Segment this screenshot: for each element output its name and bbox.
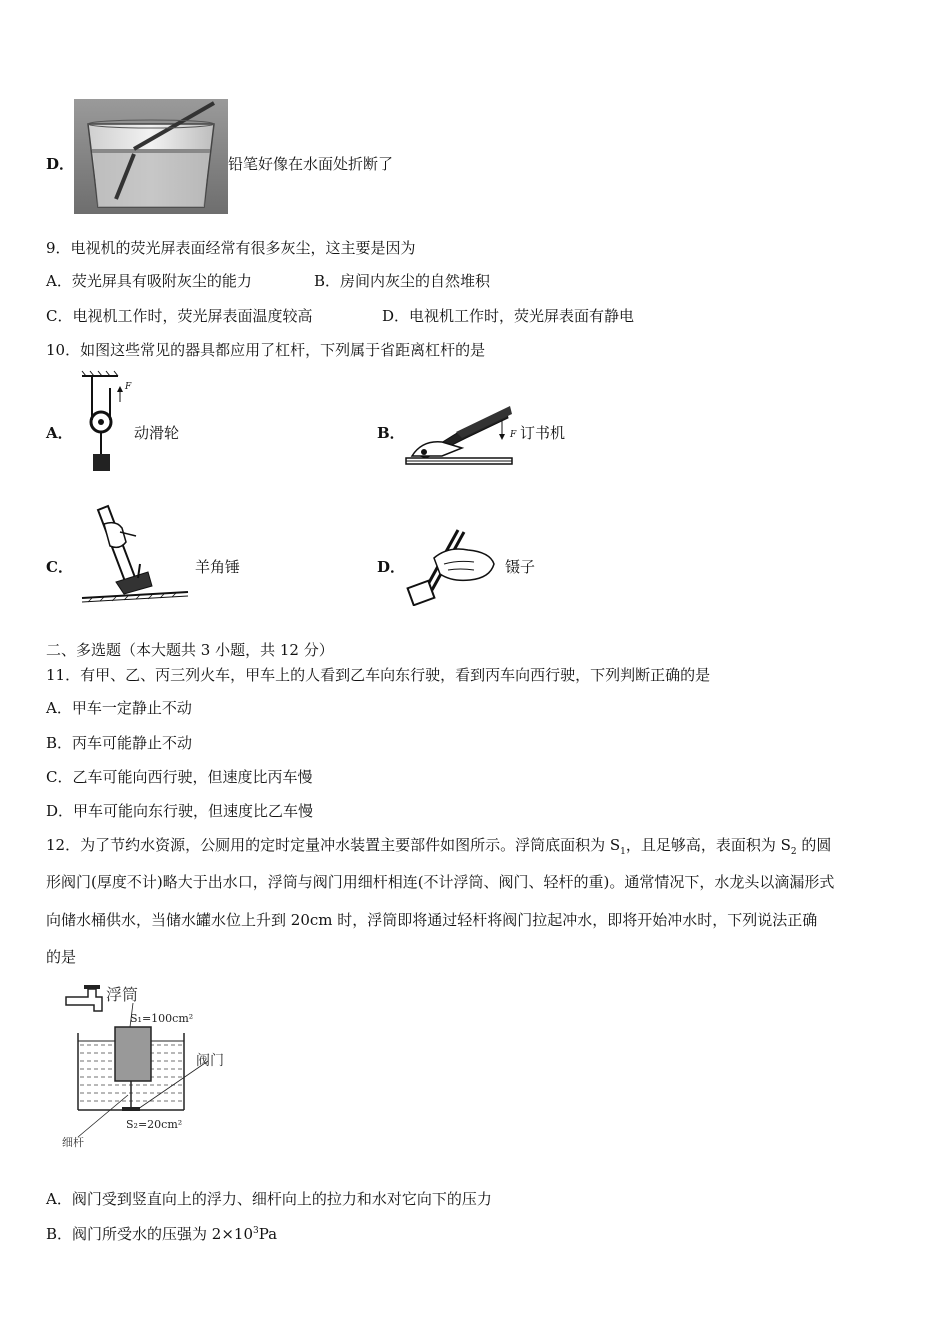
q12-fig-s1-label: S₁=100cm²: [130, 1012, 194, 1025]
q11-stem: 11．有甲、乙、丙三列火车，甲车上的人看到乙车向东行驶，看到丙车向西行驶，下列判断正确的是: [46, 666, 711, 684]
q12-fig-valve-label: 阀门: [196, 1053, 224, 1069]
q10-a-force-label: F: [125, 382, 132, 392]
q10-option-b-letter: B．: [377, 424, 405, 442]
q10-option-c-label: 羊角锤: [195, 558, 241, 576]
q10-option-c-letter: C．: [46, 558, 73, 576]
q9-option-c: C．电视机工作时，荧光屏表面温度较高: [46, 307, 313, 325]
movable-pulley-image: [80, 370, 130, 474]
q12-stem-line2: 形阀门(厚度不计)略大于出水口，浮筒与阀门用细杆相连(不计浮筒、阀门、轻杆的重)。通常情况下，水龙头以滴漏形式: [46, 873, 835, 891]
q8-option-d-letter: D．: [46, 155, 75, 173]
section2-title: 二、多选题（本大题共 3 小题，共 12 分）: [46, 641, 334, 659]
q10-option-d-letter: D．: [377, 558, 406, 576]
q11-option-d: D．甲车可能向东行驶，但速度比乙车慢: [46, 802, 314, 820]
claw-hammer-image: [80, 500, 190, 608]
q10-option-b-label: 订书机: [520, 424, 566, 442]
stapler-image: [402, 400, 517, 470]
q12-fig-s2-label: S₂=20cm²: [126, 1118, 183, 1131]
q12-stem-line3: 向储水桶供水，当储水罐水位上升到 20cm 时，浮筒即将通过轻杆将阀门拉起冲水，即将开始冲水时，下列说法正确: [46, 911, 818, 929]
tweezers-image: [404, 528, 504, 606]
q12-fig-rod-label: 细杆: [62, 1136, 84, 1149]
q9-option-a: A．荧光屏具有吸附灰尘的能力: [46, 272, 252, 290]
q11-option-a: A．甲车一定静止不动: [46, 699, 192, 717]
q10-option-a-label: 动滑轮: [134, 424, 180, 442]
q10-stem: 10．如图这些常见的器具都应用了杠杆，下列属于省距离杠杆的是: [46, 341, 486, 359]
q12-option-a: A．阀门受到竖直向上的浮力、细杆向上的拉力和水对它向下的压力: [46, 1190, 492, 1208]
q12-option-b: B．阀门所受水的压强为 $2\times 10^3Pa$: [46, 1225, 278, 1243]
q8-option-d-text: 铅笔好像在水面处折断了: [228, 155, 394, 173]
q11-option-c: C．乙车可能向西行驶，但速度比丙车慢: [46, 768, 313, 786]
q9-stem: 9．电视机的荧光屏表面经常有很多灰尘，这主要是因为: [46, 239, 416, 257]
q12-stem-line4: 的是: [46, 948, 77, 966]
q10-option-d-label: 镊子: [505, 558, 536, 576]
q10-option-a-letter: A．: [46, 424, 73, 442]
q11-option-b: B．丙车可能静止不动: [46, 734, 193, 752]
q12-fig-float-label: 浮筒: [106, 985, 139, 1004]
q9-option-b: B．房间内灰尘的自然堆积: [314, 272, 491, 290]
q9-option-d: D．电视机工作时，荧光屏表面有静电: [382, 307, 635, 325]
glass-pencil-image: [74, 99, 228, 214]
q10-b-force-label: F: [510, 430, 517, 440]
q12-stem-line1: 12．为了节约水资源，公厕用的定时定量冲水装置主要部件如图所示。浮筒底面积为 $S_1$，且足够高，表面积为 $S_2$ 的圆: [46, 836, 832, 857]
